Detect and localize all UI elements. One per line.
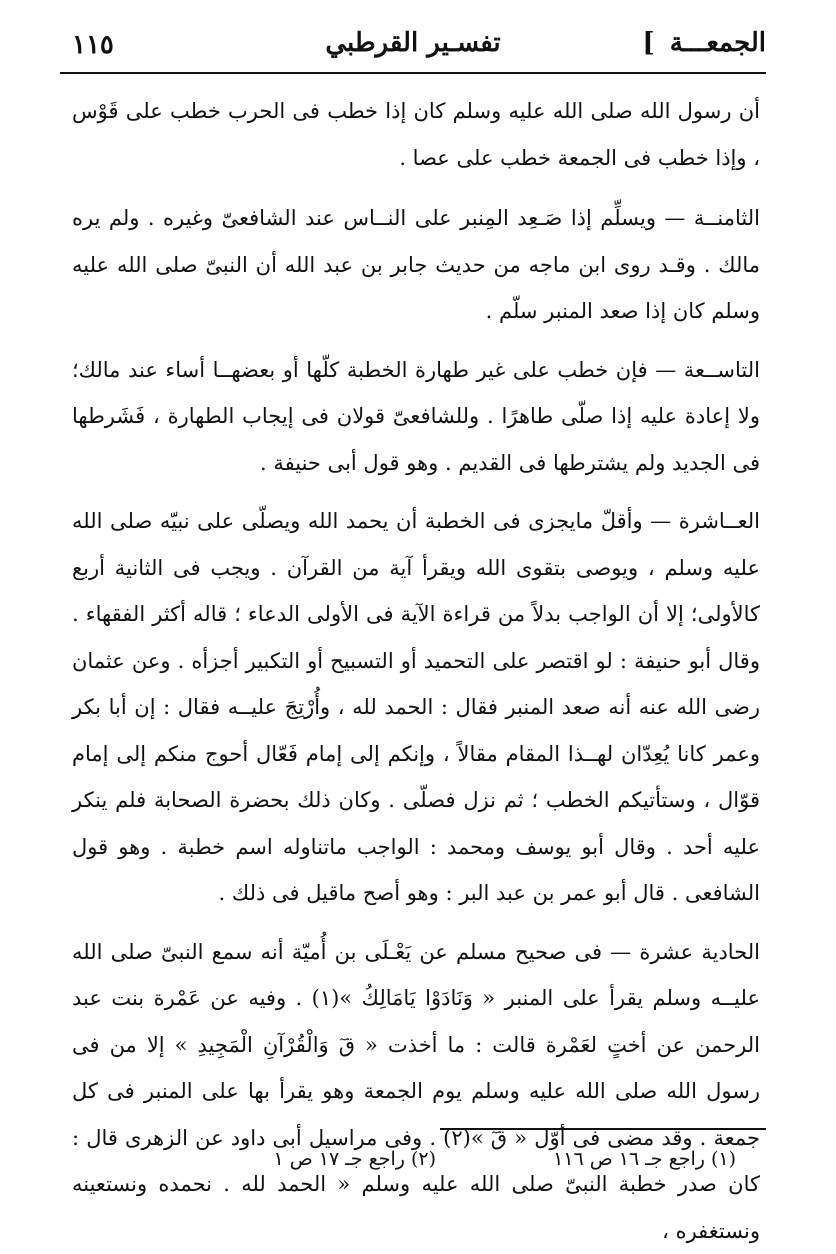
running-head: [642, 28, 766, 58]
paragraph-tenth: العــاشرة — وأقلّ مايجزى فى الخطبة أن يحمد الله ويصلّى على نبيّه صلى الله عليه وسلم ، ويوصى بتقوى الله ويقرأ آية من القرآن . ويجب فى الثانية أربع كالأولى؛ إلا أن الواجب بدلاً من قراءة الآية فى الأولى الدعاء ؛ قاله أكثر الفقهاء . وقال أبو حنيفة : لو اقتصر على التحميد أو التسبيح أو التكبير أجزأه . وعن عثمان رضى الله عنه أنه صعد المنبر فقال : الحمد لله ، وأُرْتِجَ عليــه فقال : إن أبا بكر وعمر كانا يُعِدّان لهــذا المقام مقالاً ، وإنكم إلى إمام فَعّال أحوج منكم إلى إمام قوّال ، وستأتيكم الخطب ؛ ثم نزل فصلّى . وكان ذلك بحضرة الصحابة فلم ينكر عليه أحد . وقال أبو يوسف ومحمد : الواجب ماتناوله اسم خطبة . وهو قول الشافعى . قال أبو عمر بن عبد البر : وهو أصح ماقيل فى ذلك .: [72, 498, 760, 917]
footnote-rule: [440, 1128, 766, 1130]
footnote-2: (٢) راجع جـ ١٧ ص ١: [274, 1148, 437, 1170]
paragraph-eighth: الثامنــة — ويسلِّم إذا صَـعِد المِنبر على النــاس عند الشافعىّ وغيره . ولم يره مالك . وقـد روى ابن ماجه من حديث جابر بن عبد الله أن النبىّ صلى الله عليه وسلم كان إذا صعد المنبر سلّم .: [72, 195, 760, 335]
paragraph-eleventh: الحادية عشرة — فى صحيح مسلم عن يَعْـلَى بن أُميّة أنه سمع النبىّ صلى الله عليــه وسلم يقرأ على المنبر « وَنَادَوْا يَامَالِكُ »(١) . وفيه عن عَمْرة بنت عبد الرحمن عن أختٍ لعَمْرة قالت : ما أخذت « قٓ وَالْقُرْآنِ الْمَجِيدِ » إلا من فى رسول الله صلى الله عليه وسلم يوم الجمعة وهو يقرأ بها على المنبر فى كل جمعة . وقد مضى فى أوّل « قٓ »(٢) . وفى مراسيل أبى داود عن الزهرى قال : كان صدر خطبة النبىّ صلى الله عليه وسلم « الحمد لله . نحمده ونستعينه ونستغفره ،: [72, 929, 760, 1254]
page-number: ١١٥: [72, 30, 114, 60]
paragraph-ninth: التاســعة — فإن خطب على غير طهارة الخطبة كلّها أو بعضهــا أساء عند مالك؛ ولا إعادة عليه إذا صلّى طاهرًا . وللشافعىّ قولان فى إيجاب الطهارة ، فَشَرطها فى الجديد ولم يشترطها فى القديم . وهو قول أبى حنيفة .: [72, 347, 760, 487]
running-head-text: الجمعـــة: [670, 28, 766, 58]
page-header: [60, 22, 766, 72]
running-head-bracket: ]: [642, 28, 654, 58]
book-title: تفسـير القرطبي: [325, 28, 500, 58]
body-text: [72, 88, 760, 1118]
paragraph-intro: أن رسول الله صلى الله عليه وسلم كان إذا خطب فى الحرب خطب على قَوْس ، وإذا خطب فى الجمعة خطب على عصا .: [72, 88, 760, 181]
footnote-1: (١) راجع جـ ١٦ ص ١١٦: [553, 1148, 736, 1170]
header-rule: [60, 72, 766, 74]
